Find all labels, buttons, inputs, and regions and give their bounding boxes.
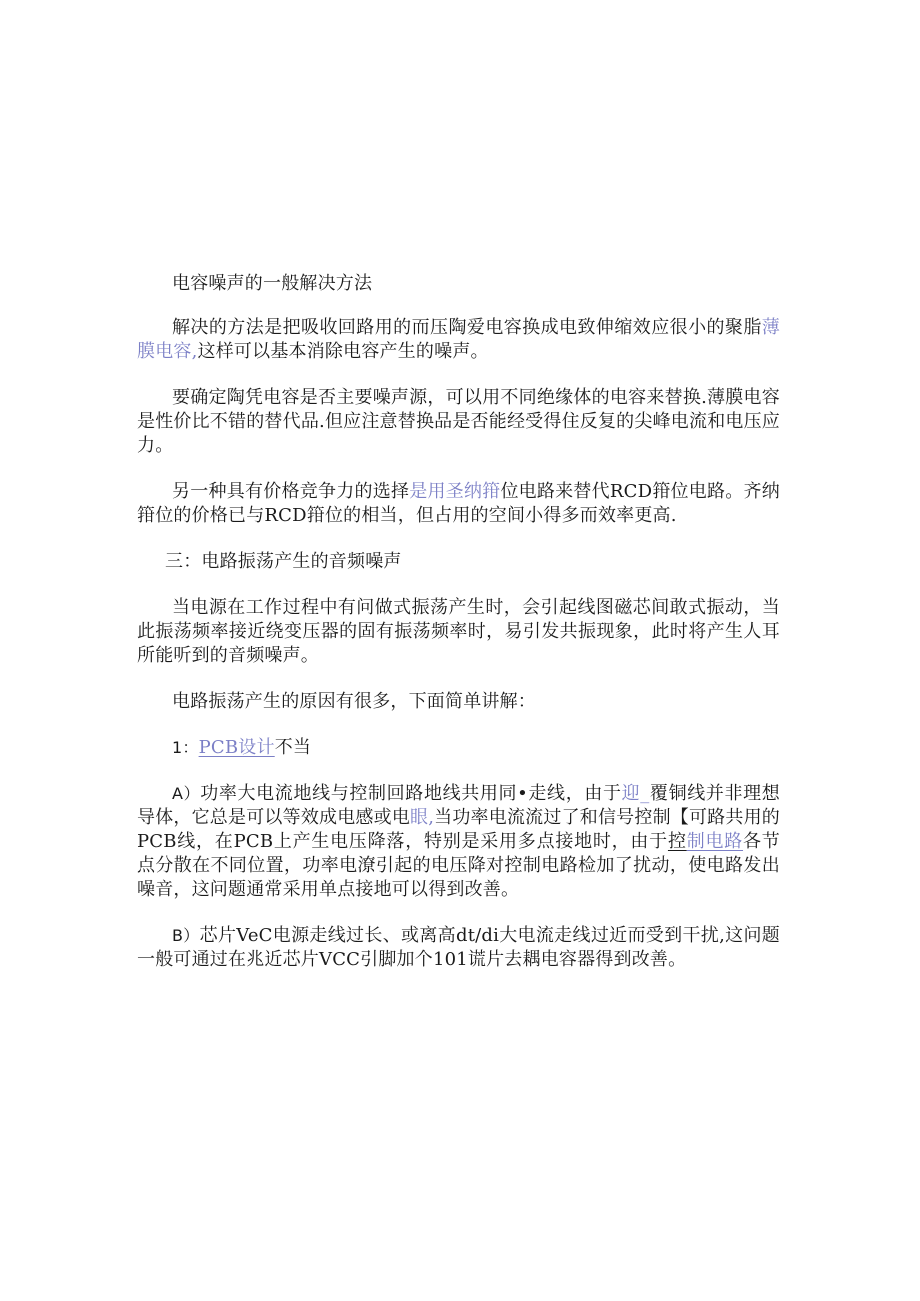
paragraph-a-link-2[interactable]: 眼, [410,807,435,828]
paragraph-a [137,782,780,902]
paragraph-a-text-2: 覆铜线并非理想导体，它总是可以等效成电感或电 [137,783,780,828]
paragraph-a-prefix: A） [172,784,201,803]
paragraph-a-text-1: 功率大电流地线与控制回路地线共用同•走线，由于 [200,783,622,804]
paragraph-b-prefix: B） [172,926,200,945]
paragraph-2-text: 要确定陶凭电容是否主要噪声源，可以用不同绝缘体的电容来替换.薄膜电容是性价比不错的替代品.但应注意替换品是否能经受得住反复的尖峰电流和电压应力。 [137,387,780,456]
paragraph-a-underlined-char: 控 [667,831,687,852]
paragraph-3 [137,480,780,528]
paragraph-4-text: 当电源在工作过程中有问做式振荡产生时，会引起线图磁芯间敢式振动，当此振荡频率接近绕变压器的固有振荡频率时，易引发共振现象，此时将产生人耳所能听到的音频噪声。 [137,597,780,666]
paragraph-1-text-before: 解决的方法是把吸收回路用的而压陶爱电容换成电致伸缩效应很小的聚脂 [172,317,762,338]
paragraph-3-text-before: 另一种具有价格竞争力的选择 [172,481,410,502]
list-item-1 [137,736,780,760]
section-heading-3 [137,550,780,574]
list-item-1-prefix: 1： [172,738,199,757]
control-circuit-link[interactable]: 制电路 [686,831,744,852]
document-title [137,272,780,296]
list-item-1-text: 不当 [274,737,312,758]
document-body [137,272,780,994]
paragraph-5 [137,690,780,714]
paragraph-3-text-after: 位电路来替代RCD箝位电路。齐纳箝位的价格已与RCD箝位的相当，但占用的空间小得多而效率更高. [137,481,780,526]
paragraph-b [137,924,780,972]
zener-clamp-link[interactable]: 是用圣纳箝 [409,481,501,502]
paragraph-b-text: 芯片VeC电源走线过长、或离高dt/di大电流走线过近而受到干扰,这问题一般可通过在兆近芯片VCC引脚加个101谎片去耦电容器得到改善。 [137,925,780,970]
paragraph-1 [137,316,780,364]
paragraph-5-text: 电路振荡产生的原因有很多，下面简单讲解： [172,691,536,712]
paragraph-a-link-1[interactable]: 迎_ [621,783,650,804]
paragraph-2 [137,386,780,458]
film-capacitor-link[interactable]: 薄膜电容, [137,317,780,362]
paragraph-a-text-3: 当功率电流流过了和信号控制【可路共用的PCB线，在PCB上产生电压降落，特别是采用多点接地时，由于 [137,807,780,852]
section-heading-3-text: 三：电路振荡产生的音频噪声 [165,551,402,572]
pcb-design-link[interactable]: PCB设计 [198,737,275,758]
paragraph-a-text-4: 各节点分散在不同位置，功率电潦引起的电压降对控制电路检加了扰动，使电路发出噪音，这问题通常采用单点接地可以得到改善。 [137,831,780,900]
paragraph-1-text-after: 这样可以基本消除电容产生的噪声。 [197,341,489,362]
title-text: 电容噪声的一般解决方法 [172,273,373,294]
paragraph-4 [137,596,780,668]
